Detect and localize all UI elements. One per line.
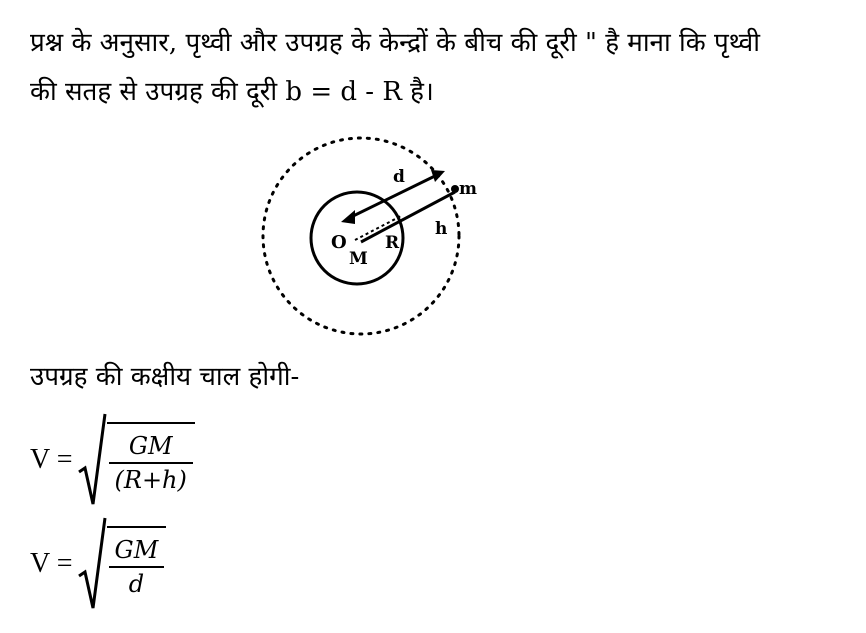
denominator: (R+h)	[114, 466, 187, 494]
paragraph-line-3: उपग्रह की कक्षीय चाल होगी-	[30, 362, 300, 392]
label-M: M	[349, 249, 368, 269]
arrowhead-left	[341, 210, 355, 224]
numerator: GM	[114, 536, 159, 564]
fraction	[107, 534, 167, 600]
numerator: GM	[128, 432, 173, 460]
paragraph-line-2: की सतह से उपग्रह की दूरी b = d - R है।	[30, 77, 434, 107]
denominator: d	[128, 570, 145, 598]
orbit-diagram	[255, 130, 485, 340]
formula-velocity-2	[30, 516, 166, 612]
formula-lhs: V =	[30, 444, 73, 475]
fraction	[107, 430, 195, 496]
label-R: R	[385, 233, 400, 253]
formula-radicand	[107, 526, 167, 600]
sqrt-sign	[77, 516, 107, 612]
satellite-dot	[451, 185, 459, 193]
label-d: d	[393, 167, 405, 187]
label-m: m	[459, 179, 477, 199]
label-O: O	[331, 232, 347, 253]
arrowhead-right	[431, 170, 445, 182]
formula-lhs: V =	[30, 548, 73, 579]
formula-velocity-1	[30, 412, 195, 508]
label-h: h	[435, 219, 448, 239]
sqrt-sign	[77, 412, 107, 508]
formula-radicand	[107, 422, 195, 496]
paragraph-line-1: प्रश्न के अनुसार, पृथ्वी और उपग्रह के केन्द्रों के बीच की दूरी " है माना कि पृथ्वी	[30, 28, 760, 58]
